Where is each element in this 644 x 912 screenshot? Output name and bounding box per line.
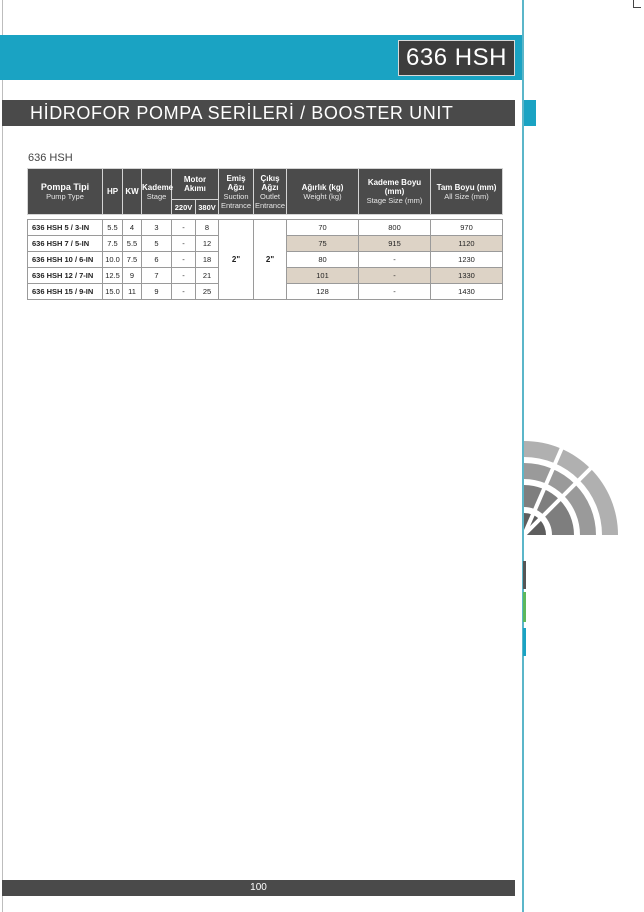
spec-table (27, 168, 503, 300)
cell-stage: 9 (142, 284, 172, 300)
col-header-stage: Kademe Stage (142, 169, 172, 215)
cell-kw: 4 (123, 220, 142, 236)
series-tab-marker (524, 100, 536, 126)
cell-a380: 21 (196, 268, 219, 284)
cell-stage-size: - (359, 268, 431, 284)
col-header-all-size: Tam Boyu (mm) All Size (mm) (431, 169, 503, 215)
cell-kw: 7.5 (123, 252, 142, 268)
table-caption: 636 HSH (28, 152, 73, 164)
cell-hp: 7.5 (103, 236, 123, 252)
cell-weight: 101 (287, 268, 359, 284)
cell-kw: 11 (123, 284, 142, 300)
col-header-hp: HP (103, 169, 123, 215)
page-number: 100 (2, 880, 515, 896)
col-header-suction: Emiş Ağzı Suction Entrance (219, 169, 254, 215)
side-tab-dark (523, 561, 526, 589)
cell-weight: 128 (287, 284, 359, 300)
cell-stage: 3 (142, 220, 172, 236)
cell-a220: - (172, 252, 196, 268)
cell-hp: 10.0 (103, 252, 123, 268)
col-header-stage-size: Kademe Boyu (mm) Stage Size (mm) (359, 169, 431, 215)
cell-suction: 2" (219, 220, 254, 300)
cell-a380: 25 (196, 284, 219, 300)
cell-all-size: 1330 (431, 268, 503, 284)
cell-hp: 5.5 (103, 220, 123, 236)
cell-stage: 6 (142, 252, 172, 268)
cell-kw: 9 (123, 268, 142, 284)
cell-hp: 12.5 (103, 268, 123, 284)
cell-weight: 80 (287, 252, 359, 268)
cell-a220: - (172, 268, 196, 284)
page-left-edge (2, 0, 3, 912)
cell-model: 636 HSH 12 / 7-IN (28, 268, 103, 284)
cell-stage-size: - (359, 284, 431, 300)
side-tab-green (523, 592, 526, 622)
cell-stage: 5 (142, 236, 172, 252)
cell-all-size: 1430 (431, 284, 503, 300)
cell-a380: 12 (196, 236, 219, 252)
cell-all-size: 1230 (431, 252, 503, 268)
crop-mark (633, 7, 641, 8)
cell-stage-size: 800 (359, 220, 431, 236)
cell-a220: - (172, 220, 196, 236)
model-title: 636 HSH (398, 40, 515, 76)
cell-hp: 15.0 (103, 284, 123, 300)
cell-a380: 18 (196, 252, 219, 268)
cell-stage-size: 915 (359, 236, 431, 252)
cell-a220: - (172, 284, 196, 300)
cell-weight: 70 (287, 220, 359, 236)
table-row (28, 220, 503, 236)
cell-outlet: 2" (254, 220, 287, 300)
col-header-pump-type: Pompa Tipi Pump Type (28, 169, 103, 215)
cell-all-size: 970 (431, 220, 503, 236)
col-header-kw: KW (123, 169, 142, 215)
cell-model: 636 HSH 10 / 6-IN (28, 252, 103, 268)
cell-stage: 7 (142, 268, 172, 284)
cell-model: 636 HSH 5 / 3-IN (28, 220, 103, 236)
cell-kw: 5.5 (123, 236, 142, 252)
series-title: HİDROFOR POMPA SERİLERİ / BOOSTER UNIT SERIES (2, 100, 515, 126)
decorative-gear-graphic (524, 435, 624, 535)
cell-weight: 75 (287, 236, 359, 252)
cell-model: 636 HSH 7 / 5-IN (28, 236, 103, 252)
side-tab-blue (523, 628, 526, 656)
col-header-weight: Ağırlık (kg) Weight (kg) (287, 169, 359, 215)
cell-a380: 8 (196, 220, 219, 236)
col-header-motor-current: Motor Akımı (172, 169, 219, 200)
cell-a220: - (172, 236, 196, 252)
col-header-380v: 380V (196, 200, 219, 215)
cell-stage-size: - (359, 252, 431, 268)
cell-all-size: 1120 (431, 236, 503, 252)
col-header-outlet: Çıkış Ağzı Outlet Entrance (254, 169, 287, 215)
cell-model: 636 HSH 15 / 9-IN (28, 284, 103, 300)
col-header-220v: 220V (172, 200, 196, 215)
